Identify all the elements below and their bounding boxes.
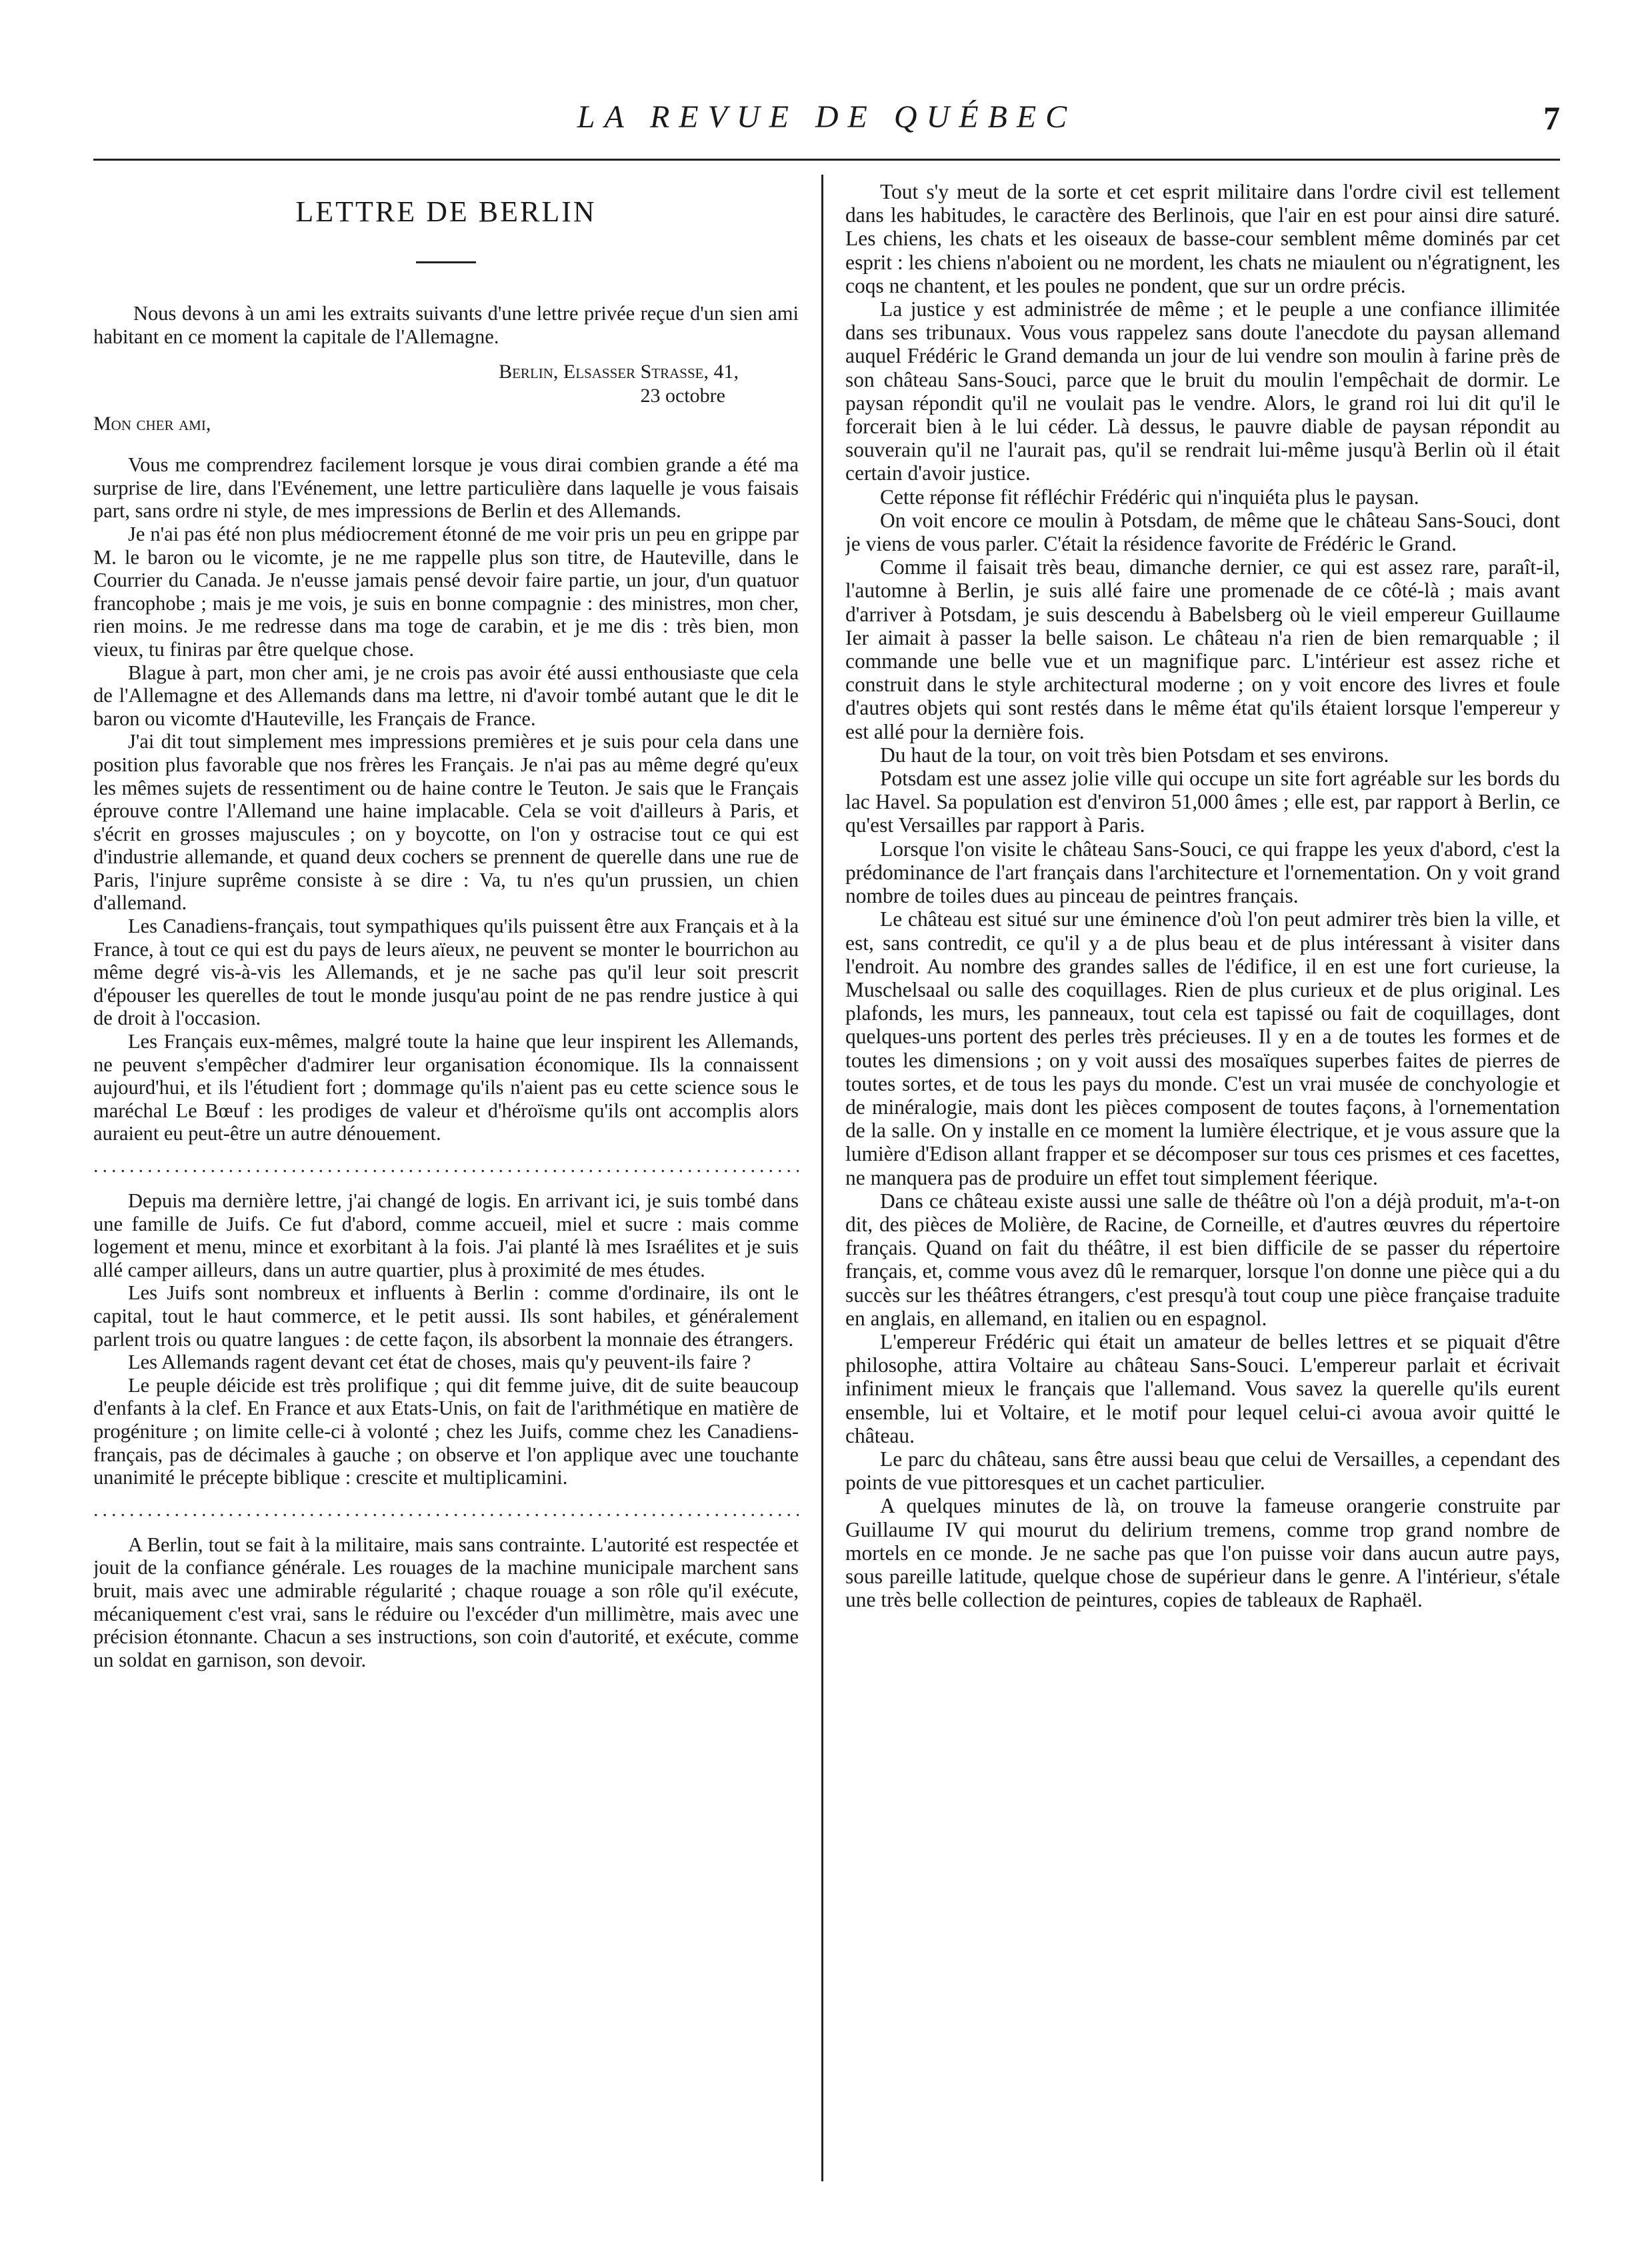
article-title: LETTRE DE BERLIN [295,195,597,228]
paragraph: Depuis ma dernière lettre, j'ai changé de logis. En arrivant ici, je suis tombé dans une famille de Juifs. Ce fut d'abord, comme accueil, miel et sucre : mais comme logement et menu, mince et exorbitant à la fois. J'ai planté là mes Israélites et je suis allé camper ailleurs, dans un autre quartier, plus à proximité de mes études. [93,1189,799,1281]
paragraph: Le château est situé sur une éminence d'où l'on peut admirer très bien la ville, et est, sans contredit, ce qu'il y a de plus beau et de plus intéressant à visiter dans l'endroit. Au nombre des grandes salles de l'édifice, il en est une fort curieuse, la Muschelsaal ou salle des coquillages. Rien de plus curieux et de plus original. Les plafonds, les murs, les panneaux, tout cela est tapissé ou fait de coquillages, dont quelques-uns portent des perles très précieuses. Il y en a de toutes les formes et de toutes les dimensions ; on y voit aussi des mosaïques superbes faites de pierres de toutes sortes, et de tous les pays du monde. C'est un vrai musée de conchyologie et de minéralogie, mais dont les pièces composent de toutes façons, à l'ornementation de la salle. On y installe en ce moment la lumière électrique, et je vous assure que la lumière d'Edison allant frapper et se décomposer sur tous ces prismes et ces facettes, ne manquera pas de produire un effet tout simplement féerique. [845,907,1560,1189]
title-rule [416,261,476,263]
paragraph: Les Canadiens-français, tout sympathiques qu'ils puissent être aux Français et à la France, à tout ce qui est du pays de leurs aïeux, ne peuvent se monter le bourrichon au même degré vis-à-vis les Allemands, et je ne sache pas qu'il leur soit prescrit d'épouser les querelles de tout le monde jusqu'au point de ne pas rendre justice à qui de droit à l'occasion. [93,915,799,1030]
section-separator [93,1500,799,1520]
paragraph: Le parc du château, sans être aussi beau que celui de Versailles, a cependant des points de vue pittoresques et un cachet particulier. [845,1447,1560,1495]
paragraph: Du haut de la tour, on voit très bien Potsdam et ses environs. [880,743,1389,767]
paragraph: Blague à part, mon cher ami, je ne crois pas avoir été aussi enthousiaste que cela de l'Allemagne et des Allemands dans ma lettre, ni d'avoir tombé autant que le dit le baron ou vicomte d'Hauteville, les Français de France. [93,661,799,730]
paragraph: L'empereur Frédéric qui était un amateur de belles lettres et se piquait d'être philosophe, attira Voltaire au château Sans-Souci. L'empereur parlait et écrivait infiniment mieux le français que l'allemand. Vous savez la querelle qu'ils eurent ensemble, lui et Voltaire, et le motif pour lequel celui-ci avoua avoir quitté le château. [845,1329,1560,1447]
letter-date: 23 octobre [640,385,725,407]
paragraph: Les Allemands ragent devant cet état de choses, mais qu'y peuvent-ils faire ? [128,1351,751,1374]
paragraph: Tout s'y meut de la sorte et cet esprit militaire dans l'ordre civil est tellement dans les habitudes, le caractère des Berlinois, que l'air en est pour ainsi dire saturé. Les chiens, les chats et les oiseaux de basse-cour semblent même dominés par cet esprit : les chiens n'aboient ou ne mordent, les chats ne miaulent ou n'égratignent, les coqs ne chantent, et les poules ne pondent, que sur un ordre précis. [845,180,1560,297]
paragraph: Dans ce château existe aussi une salle de théâtre où l'on a déjà produit, m'a-t-on dit, des pièces de Molière, de Racine, de Corneille, et d'autres œuvres du répertoire français. Quand on fait du théâtre, il est bien difficile de se passer du répertoire français, et, comme vous avez dû le remarquer, lorsque l'on donne une pièce qui a du succès sur les théâtres étrangers, c'est presqu'à tout coup une pièce française traduite en anglais, en allemand, en italien ou en espagnol. [845,1189,1560,1330]
paragraph: Je n'ai pas été non plus médiocrement étonné de me voir pris un peu en grippe par M. le baron ou le vicomte, je ne me rappelle plus son titre, de Hauteville, dans le Courrier du Canada. Je n'eusse jamais pensé devoir faire partie, un jour, d'un quatuor francophobe ; mais je me vois, je suis en bonne compagnie : des ministres, mon cher, rien moins. Je me redresse dans ma toge de carabin, et je me dis : très bien, mon vieux, tu finiras par être quelque chose. [93,522,799,661]
dateline: Berlin, Elsasser Strasse, 41, [499,361,739,383]
left-column [93,180,799,2193]
paragraph: Lorsque l'on visite le château Sans-Souci, ce qui frappe les yeux d'abord, c'est la prédominance de l'art français dans l'architecture et l'ornementation. On y voit grand nombre de toiles dues au pinceau de peintres français. [845,837,1560,908]
section-separator [93,1156,799,1176]
salutation: Mon cher ami, [93,413,211,435]
paragraph: Cette réponse fit réfléchir Frédéric qui n'inquiéta plus le paysan. [880,485,1419,509]
header-rule [93,159,1560,161]
paragraph: Les Français eux-mêmes, malgré toute la haine que leur inspirent les Allemands, ne peuvent s'empêcher d'admirer leur organisation économique. Ils la connaissent aujourd'hui, et ils l'étudient fort ; dommage qu'ils n'aient pas eu cette science sous le maréchal Le Bœuf : les prodiges de valeur et d'héroïsme qu'ils ont accomplis alors auraient eu peut-être un autre dénouement. [93,1030,799,1145]
paragraph: Les Juifs sont nombreux et influents à Berlin : comme d'ordinaire, ils ont le capital, tout le haut commerce, et le petit aussi. Ils sont habiles, et généralement parlent trois ou quatre langues : de cette façon, ils absorbent la monnaie des étrangers. [93,1281,799,1351]
paragraph: A Berlin, tout se fait à la militaire, mais sans contrainte. L'autorité est respectée et jouit de la confiance générale. Les rouages de la machine municipale marchent sans bruit, mais avec une admirable régularité ; chaque rouage a son rôle qu'il exécute, mécaniquement c'est vrai, sans le réduire ou l'excéder d'un millimètre, mais avec une précision étonnante. Chacun a ses instructions, son coin d'autorité, et exécute, comme un soldat en garnison, son devoir. [93,1533,799,1671]
paragraph: Comme il faisait très beau, dimanche dernier, ce qui est assez rare, paraît-il, l'automne à Berlin, je suis allé faire une promenade de ce côté-là ; mais avant d'arriver à Potsdam, je suis descendu à Babelsberg où le vieil empereur Guillaume Ier aimait à passer la belle saison. Le château n'a rien de bien remarquable ; il commande une belle vue et un magnifique parc. L'intérieur est assez riche et construit dans le style architectural moderne ; on y voit encore des livres et foule d'autres objets qui sont restés dans le même état qu'ils étaient lorsque l'empereur y est allé pour la dernière fois. [845,555,1560,743]
paragraph: A quelques minutes de là, on trouve la fameuse orangerie construite par Guillaume IV qui mourut du delirium tremens, comme trop grand nombre de mortels en ce monde. Je ne sache pas que l'on puisse voir dans aucun autre pays, sous pareille latitude, quelque chose de supérieur dans le genre. A l'intérieur, s'étale une très belle collection de peintures, copies de tableaux de Raphaël. [845,1494,1560,1612]
page-number: 7 [1543,99,1560,137]
paragraph: Vous me comprendrez facilement lorsque je vous dirai combien grande a été ma surprise de lire, dans l'Evénement, une lettre particulière dans laquelle je vous faisais part, sans ordre ni style, de mes impressions de Berlin et des Allemands. [93,453,799,523]
right-column [845,180,1560,2193]
paragraph: Le peuple déicide est très prolifique ; qui dit femme juive, dit de suite beaucoup d'enfants à la clef. En France et aux Etats-Unis, on fait de l'arithmétique en matière de progéniture ; on limite celle-ci à volonté ; chez les Juifs, comme chez les Canadiens-français, pas de décimales à gauche ; on observe et l'on applique avec une touchante unanimité le précepte biblique : crescite et multiplicamini. [93,1373,799,1489]
paragraph: Potsdam est une assez jolie ville qui occupe un site fort agréable sur les bords du lac Havel. Sa population est d'environ 51,000 âmes ; elle est, par rapport à Berlin, ce qu'est Versailles par rapport à Paris. [845,767,1560,837]
paragraph: On voit encore ce moulin à Potsdam, de même que le château Sans-Souci, dont je viens de vous parler. C'était la résidence favorite de Frédéric le Grand. [845,508,1560,556]
paragraph: J'ai dit tout simplement mes impressions premières et je suis pour cela dans une position plus favorable que nos frères les Français. Je n'ai pas au même degré qu'eux les mêmes sujets de ressentiment ou de haine contre le Teuton. Je sais que le Français éprouve contre l'Allemand une haine implacable. Cela se voit d'ailleurs à Paris, et s'écrit en grosses majuscules ; on y boycotte, on l'on y ostracise tout ce qui est d'industrie allemande, et quand deux cochers se prennent de querelle dans une rue de Paris, l'injure suprême consiste à se dire : Va, tu n'es qu'un prussien, un chien d'allemand. [93,730,799,915]
running-title: LA REVUE DE QUÉBEC [577,99,1077,135]
column-divider [821,175,823,2181]
page-header [93,99,1560,152]
intro-note: Nous devons à un ami les extraits suivants d'une lettre privée reçue d'un sien ami habitant en ce moment la capitale de l'Allemagne. [93,302,799,348]
paragraph: La justice y est administrée de même ; et le peuple a une confiance illimitée dans ses tribunaux. Vous vous rappelez sans doute l'anecdote du paysan allemand auquel Frédéric le Grand demanda un jour de lui vendre son moulin à farine près de son château Sans-Souci, parce que le bruit du moulin l'empêchait de dormir. Le paysan répondit qu'il ne voulait pas le vendre. Alors, le grand roi lui dit qu'il le forcerait bien à le lui céder. Là dessus, le pauvre diable de paysan répondit au souverain qu'il ne l'aurait pas, qu'il se rendrait lui-même jusqu'à Berlin où il était certain d'avoir justice. [845,297,1560,485]
